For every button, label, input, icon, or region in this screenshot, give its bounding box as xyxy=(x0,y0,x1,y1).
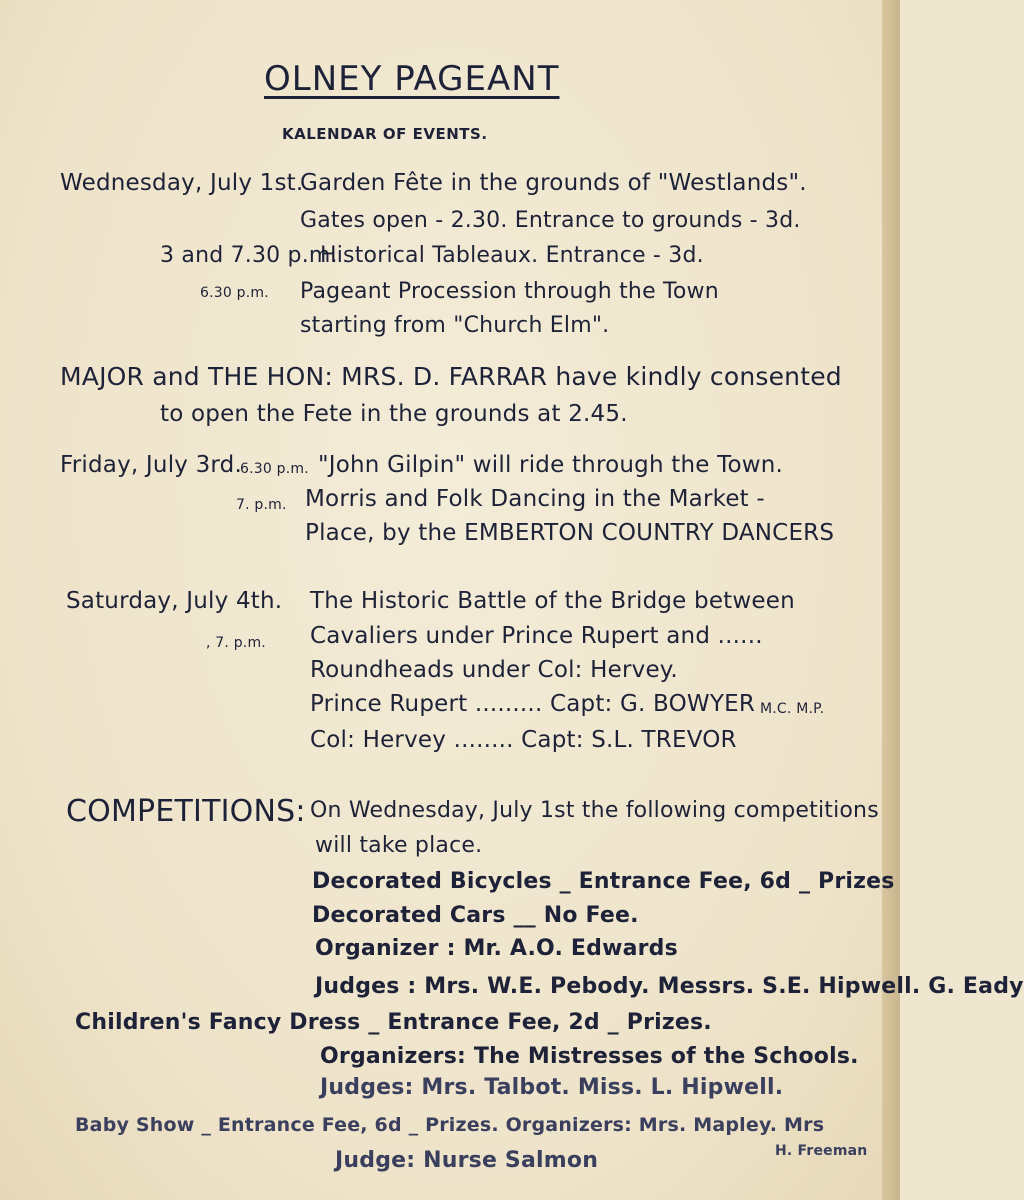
wednesday-day: Wednesday, July 1st. xyxy=(60,170,304,196)
opening-line-2: to open the Fete in the grounds at 2.45. xyxy=(160,401,628,427)
friday-time-2: 7. p.m. xyxy=(236,497,287,513)
saturday-line-3: Roundheads under Col: Hervey. xyxy=(310,657,678,683)
wednesday-time-1: 3 and 7.30 p.m. xyxy=(160,243,338,268)
competitions-line-7: Children's Fancy Dress _ Entrance Fee, 2d _ Prizes. xyxy=(75,1010,712,1035)
competitions-line-1: On Wednesday, July 1st the following competitions xyxy=(310,798,879,823)
wednesday-time-2: 6.30 p.m. xyxy=(200,285,269,301)
saturday-line-2: Cavaliers under Prince Rupert and ...... xyxy=(310,623,763,649)
saturday-line-4-suffix: M.C. M.P. xyxy=(760,701,825,717)
friday-line-2: Morris and Folk Dancing in the Market - xyxy=(305,486,765,512)
competitions-line-10-suffix: H. Freeman xyxy=(775,1143,868,1159)
wednesday-line-3: Historical Tableaux. Entrance - 3d. xyxy=(320,243,704,268)
saturday-line-1: The Historic Battle of the Bridge between xyxy=(310,588,795,614)
friday-time-1: 6.30 p.m. xyxy=(240,461,309,477)
competitions-line-10: Baby Show _ Entrance Fee, 6d _ Prizes. Organizers: Mrs. Mapley. Mrs xyxy=(75,1114,825,1136)
competitions-line-3: Decorated Bicycles _ Entrance Fee, 6d _ Prizes xyxy=(312,869,895,894)
wednesday-line-4: Pageant Procession through the Town xyxy=(300,279,719,304)
friday-line-3: Place, by the EMBERTON COUNTRY DANCERS xyxy=(305,520,835,546)
saturday-line-5: Col: Hervey ........ Capt: S.L. TREVOR xyxy=(310,727,737,753)
wednesday-line-1: Garden Fête in the grounds of "Westlands". xyxy=(300,170,807,196)
competitions-line-8: Organizers: The Mistresses of the Schools. xyxy=(320,1044,859,1069)
saturday-line-4: Prince Rupert ......... Capt: G. BOWYER xyxy=(310,691,756,717)
competitions-line-6: Judges : Mrs. W.E. Pebody. Messrs. S.E. Hipwell. G. Eady xyxy=(315,974,1024,999)
page-edge xyxy=(882,0,900,1200)
competitions-line-4: Decorated Cars __ No Fee. xyxy=(312,903,639,928)
saturday-day: Saturday, July 4th. xyxy=(66,588,283,614)
wednesday-line-5: starting from "Church Elm". xyxy=(300,313,610,338)
friday-line-1: "John Gilpin" will ride through the Town. xyxy=(318,452,784,478)
competitions-line-11: Judge: Nurse Salmon xyxy=(335,1148,599,1173)
competitions-heading: COMPETITIONS: xyxy=(66,794,306,829)
saturday-time: , 7. p.m. xyxy=(206,635,266,651)
competitions-line-2: will take place. xyxy=(315,833,483,858)
page-title: OLNEY PAGEANT xyxy=(264,59,560,99)
page-subtitle: KALENDAR OF EVENTS. xyxy=(282,125,488,143)
competitions-line-5: Organizer : Mr. A.O. Edwards xyxy=(315,936,678,961)
competitions-line-9: Judges: Mrs. Talbot. Miss. L. Hipwell. xyxy=(320,1075,784,1100)
wednesday-line-2: Gates open - 2.30. Entrance to grounds - 3d. xyxy=(300,208,801,233)
friday-day: Friday, July 3rd. xyxy=(60,452,242,478)
opening-line-1: MAJOR and THE HON: MRS. D. FARRAR have kindly consented xyxy=(60,362,842,391)
